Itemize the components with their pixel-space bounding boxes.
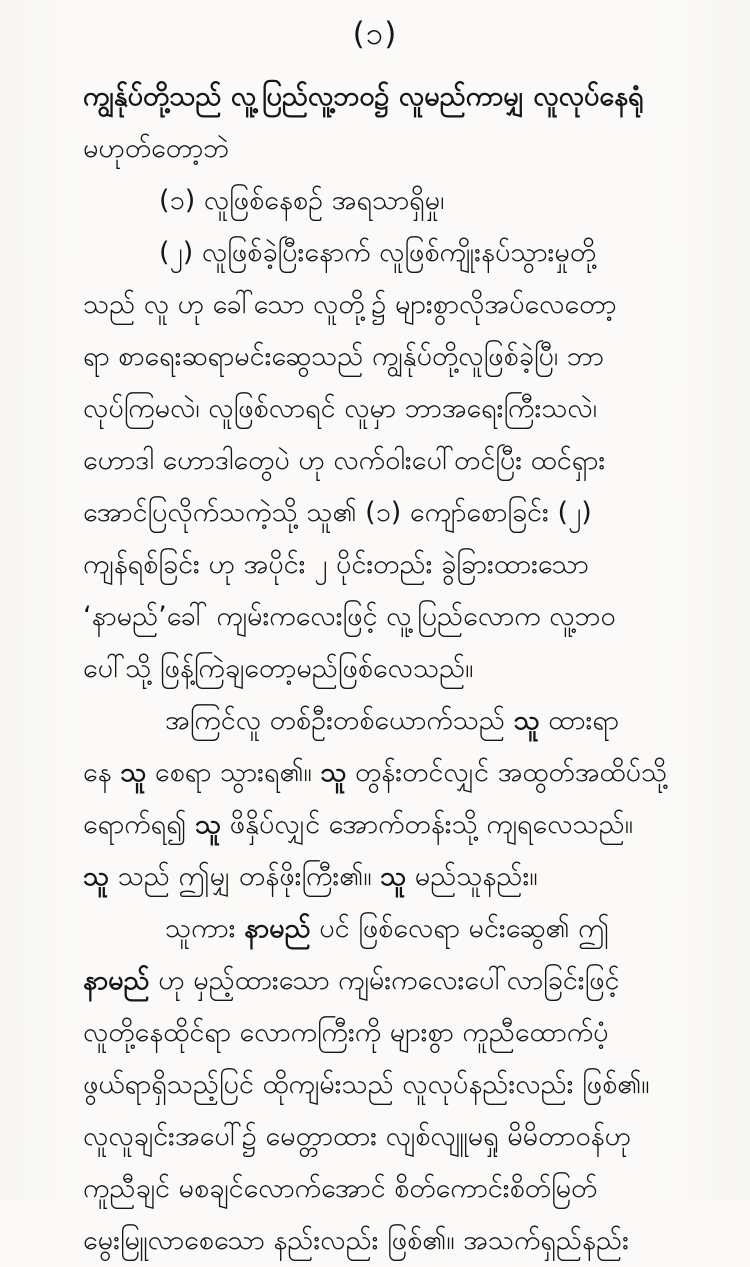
text-segment: ဖိနှိပ်လျှင် အောက်တန်းသို့ ကျရလေသည်။ [221, 809, 633, 840]
text-segment: ပေါ်သို့ ဖြန့်ကြဲချတော့မည်ဖြစ်လေသည်။ [83, 653, 474, 684]
page-number: (၁) [352, 16, 398, 52]
text-line [83, 1163, 685, 1215]
text-segment: (၂) လူဖြစ်ခဲ့ပြီးနောက် လူဖြစ်ကျိုးနပ်သွားမှုတို့ [159, 237, 597, 268]
text-line [165, 903, 685, 955]
bold-text-segment: သူ [320, 757, 347, 788]
text-segment: သည် လူ ဟု ခေါ်သော လူတို့၌ များစွာလိုအပ်လေတော့ [83, 289, 617, 320]
text-segment: လုပ်ကြမလဲ၊ လူဖြစ်လာရင် လူမှာ ဘာအရေးကြီးသလဲ၊ [83, 393, 598, 424]
text-line [83, 279, 685, 331]
text-line [83, 1059, 685, 1111]
text-segment: သူကား [165, 913, 245, 944]
text-line [83, 851, 685, 903]
text-line [83, 539, 685, 591]
text-line [83, 799, 685, 851]
text-segment: အောင်ပြလိုက်သကဲ့သို့ သူ၏ (၁) ကျော်စောခြင်း (၂) [83, 497, 592, 528]
text-segment: မည်သူနည်း။ [406, 861, 538, 892]
text-segment: လူလူချင်းအပေါ်၌ မေတ္တာထား လျစ်လျူမရှု မိမိတာဝန်ဟု [83, 1121, 632, 1152]
text-segment: ရောက်ရ၍ [83, 809, 195, 840]
text-line [159, 227, 685, 279]
text-line [83, 1215, 685, 1267]
text-segment: ကျန်ရစ်ခြင်း ဟု အပိုင်း ၂ ပိုင်းတည်း ခွဲခြားထားသော [83, 549, 589, 580]
text-segment: ဟု မှည့်ထားသော ကျမ်းကလေးပေါ်လာခြင်းဖြင့် [149, 965, 620, 996]
text-segment: ပင် ဖြစ်လေရာ မင်းဆွေ၏ ဤ [310, 913, 610, 944]
text-segment: ရာ စာရေးဆရာမင်းဆွေသည် ကျွန်ုပ်တို့လူဖြစ်ခဲ့ပြီ၊ ဘာ [83, 341, 604, 372]
text-segment: ဖွယ်ရာရှိသည့်ပြင် ထိုကျမ်းသည် လူလုပ်နည်းလည်း ဖြစ်၏။ [83, 1069, 650, 1100]
text-line [83, 643, 685, 695]
text-line [159, 175, 685, 227]
text-segment: ကူညီချင် မစချင်လောက်အောင် စိတ်ကောင်းစိတ်မြတ် [83, 1173, 598, 1204]
text-line [83, 1007, 685, 1059]
text-line [83, 747, 685, 799]
text-line [83, 1111, 685, 1163]
bold-text-segment: သူ [194, 809, 222, 840]
text-line [83, 383, 685, 435]
text-line [83, 71, 685, 123]
text-line [83, 591, 685, 643]
text-line [83, 123, 685, 175]
text-segment: မဟုတ်တော့ဘဲ [83, 133, 230, 164]
text-line [83, 435, 685, 487]
text-segment: စေရာ သွားရ၏။ [146, 757, 321, 788]
text-segment: ဟောဒါ ဟောဒါတွေပဲ ဟု လက်ဝါးပေါ်တင်ပြီး ထင်ရှား [83, 445, 606, 476]
text-segment: အကြင်လူ တစ်ဦးတစ်ယောက်သည် [165, 705, 514, 736]
bold-text-segment: နာမည် [83, 965, 150, 996]
bold-text-segment: ကျွန်ုပ်တို့သည် လူ့ပြည်လူ့ဘဝ၌ လူမည်ကာမျှ လူလုပ်နေရုံ [83, 81, 644, 112]
text-segment: နေ [83, 757, 121, 788]
bold-text-segment: သူ [380, 861, 407, 892]
text-segment: (၁) လူဖြစ်နေစဉ် အရသာရှိမှု၊ [159, 185, 445, 216]
bold-text-segment: နာမည် [244, 913, 311, 944]
text-segment: သည် ဤမျှ တန်ဖိုးကြီး၏။ [109, 861, 381, 892]
text-line [83, 487, 685, 539]
text-segment: ‘နာမည်’ခေါ် ကျမ်းကလေးဖြင့် လူ့ပြည်လောက လူ့ဘဝ [83, 601, 616, 632]
bold-text-segment: သူ [83, 861, 110, 892]
text-line [83, 955, 685, 1007]
text-segment: တွန်းတင်လျှင် အထွတ်အထိပ်သို့ [346, 757, 668, 788]
text-segment: ထားရာ [539, 705, 619, 736]
text-segment: မွေးမြူလာစေသော နည်းလည်း ဖြစ်၏။ အသက်ရှည်နည်း [83, 1225, 629, 1256]
bold-text-segment: သူ [120, 757, 147, 788]
text-line [165, 695, 685, 747]
text-segment: လူတို့နေထိုင်ရာ လောကကြီးကို များစွာ ကူညီထောက်ပံ့ [83, 1017, 609, 1048]
text-line [83, 331, 685, 383]
bold-text-segment: သူ [513, 705, 540, 736]
